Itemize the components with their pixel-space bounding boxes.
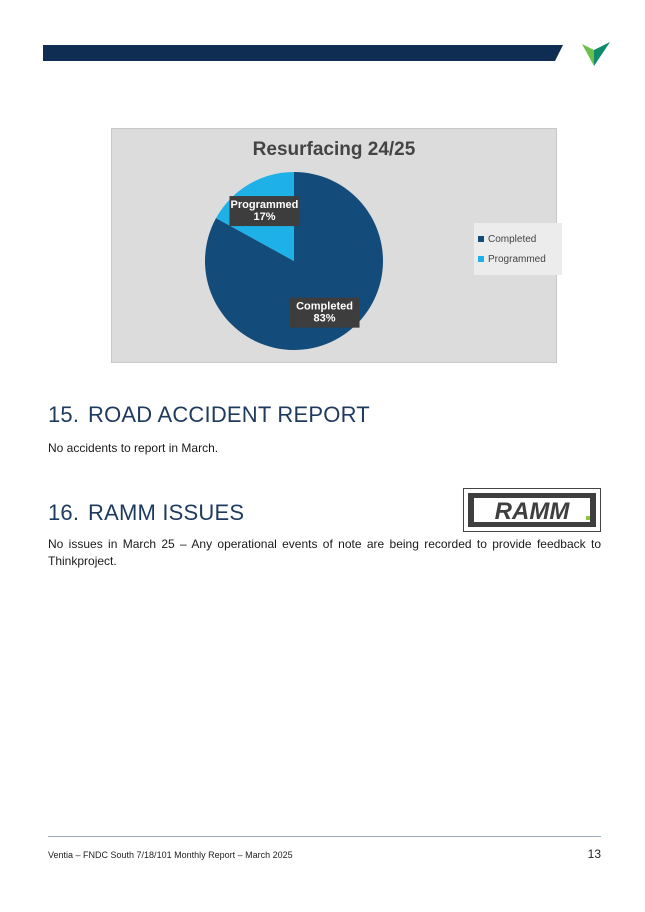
legend-entry-completed: [478, 229, 562, 249]
legend-label-completed: Completed: [488, 233, 537, 245]
pie-label-completed: [290, 298, 360, 328]
chart-legend: [474, 223, 562, 275]
section-body-ramm-issues: No issues in March 25 – Any operational events of note are being recorded to provide feedback to Thinkproject.: [48, 537, 601, 568]
section-title: ROAD ACCIDENT REPORT: [88, 402, 370, 427]
pie-label-name: Programmed: [230, 199, 299, 212]
pie-label-name: Completed: [296, 300, 353, 313]
legend-swatch-completed: [478, 236, 484, 242]
ramm-logo: [463, 488, 601, 532]
chart-title: Resurfacing 24/25: [252, 139, 416, 160]
section-number: 16.: [48, 500, 80, 525]
ramm-logo-text: RAMM: [494, 498, 570, 525]
resurfacing-chart: [111, 128, 557, 363]
section-title: RAMM ISSUES: [88, 500, 245, 525]
pie-label-percent: 17%: [253, 211, 276, 224]
pie-label-programmed: [229, 196, 299, 226]
header-bar: [43, 45, 563, 61]
section-body-road-accident: No accidents to report in March.: [48, 441, 219, 455]
pie-label-percent: 83%: [313, 312, 336, 325]
footer-rule: [48, 836, 601, 837]
ventia-logo-icon: [582, 42, 610, 66]
legend-entry-programmed: [478, 249, 562, 269]
footer-text: Ventia – FNDC South 7/18/101 Monthly Report – March 2025: [48, 850, 293, 860]
page-number: 13: [587, 847, 601, 861]
legend-label-programmed: Programmed: [488, 253, 546, 265]
legend-swatch-programmed: [478, 256, 484, 262]
section-heading-ramm-issues: [48, 500, 244, 526]
section-heading-road-accident: [48, 402, 370, 428]
section-number: 15.: [48, 402, 80, 427]
